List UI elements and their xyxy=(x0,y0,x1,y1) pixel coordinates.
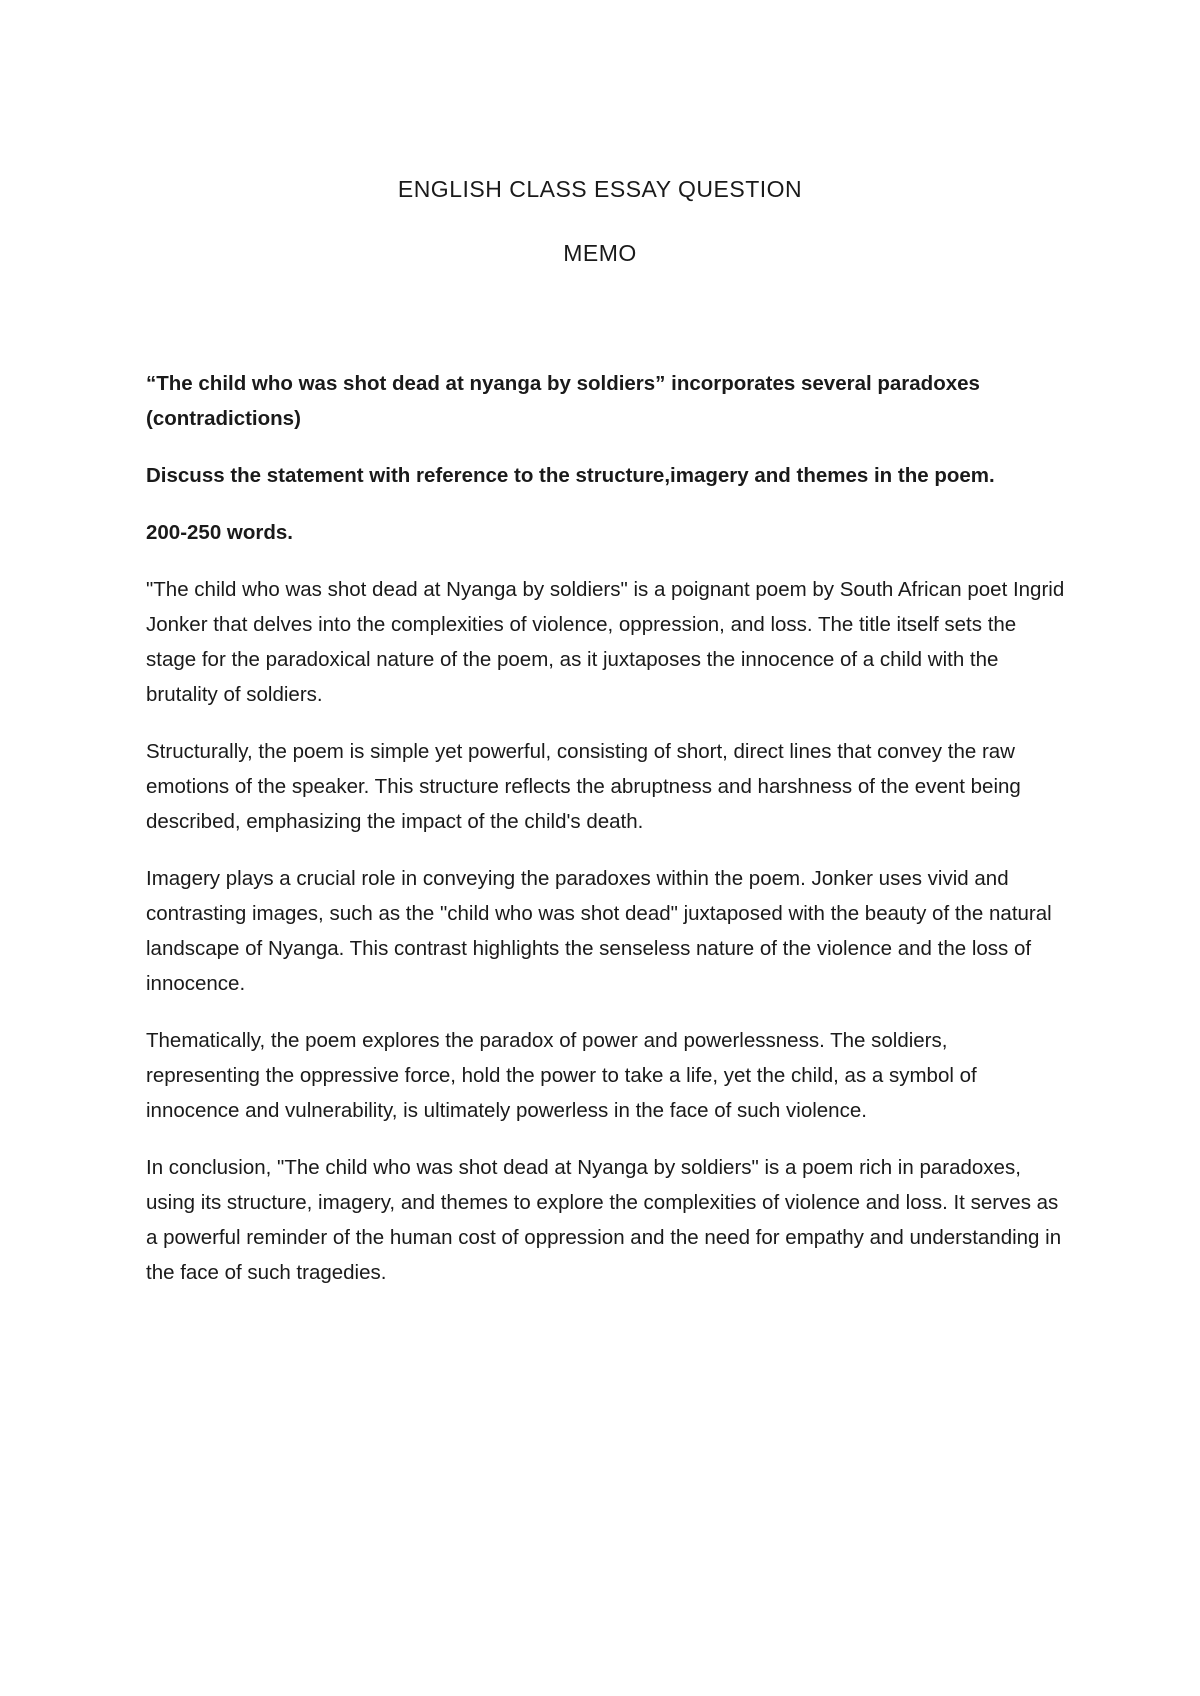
essay-paragraph-introduction: "The child who was shot dead at Nyanga by soldiers" is a poignant poem by South African poet Ingrid Jonker that delves into the complexities of violence, oppression, and loss. The title itself sets the stage for the paradoxical nature of the poem, as it juxtaposes the innocence of a child with the brutality of soldiers. xyxy=(146,578,1065,706)
question-instruction: Discuss the statement with reference to the structure,imagery and themes in the poem. xyxy=(146,464,995,487)
word-count-requirement: 200-250 words. xyxy=(146,521,293,544)
essay-paragraph-structure: Structurally, the poem is simple yet powerful, consisting of short, direct lines that convey the raw emotions of the speaker. This structure reflects the abruptness and harshness of the event being described, emphasizing the impact of the child's death. xyxy=(146,740,1021,833)
document-title: ENGLISH CLASS ESSAY QUESTION xyxy=(397,176,803,202)
question-statement: “The child who was shot dead at nyanga by soldiers” incorporates several paradoxes (contradictions) xyxy=(146,372,980,430)
document-body xyxy=(146,366,1066,1312)
essay-paragraph-imagery: Imagery plays a crucial role in conveying the paradoxes within the poem. Jonker uses vivid and contrasting images, such as the "child who was shot dead" juxtaposed with the beauty of the natural landscape of Nyanga. This contrast highlights the senseless nature of the violence and the loss of innocence. xyxy=(146,867,1052,995)
essay-paragraph-themes: Thematically, the poem explores the paradox of power and powerlessness. The soldiers, representing the oppressive force, hold the power to take a life, yet the child, as a symbol of innocence and vulnerability, is ultimately powerless in the face of such violence. xyxy=(146,1029,977,1122)
document-subtitle: MEMO xyxy=(563,240,637,266)
essay-paragraph-conclusion: In conclusion, "The child who was shot dead at Nyanga by soldiers" is a poem rich in paradoxes, using its structure, imagery, and themes to explore the complexities of violence and loss. It serves as a powerful reminder of the human cost of oppression and the need for empathy and understanding in the face of such tragedies. xyxy=(146,1156,1062,1284)
